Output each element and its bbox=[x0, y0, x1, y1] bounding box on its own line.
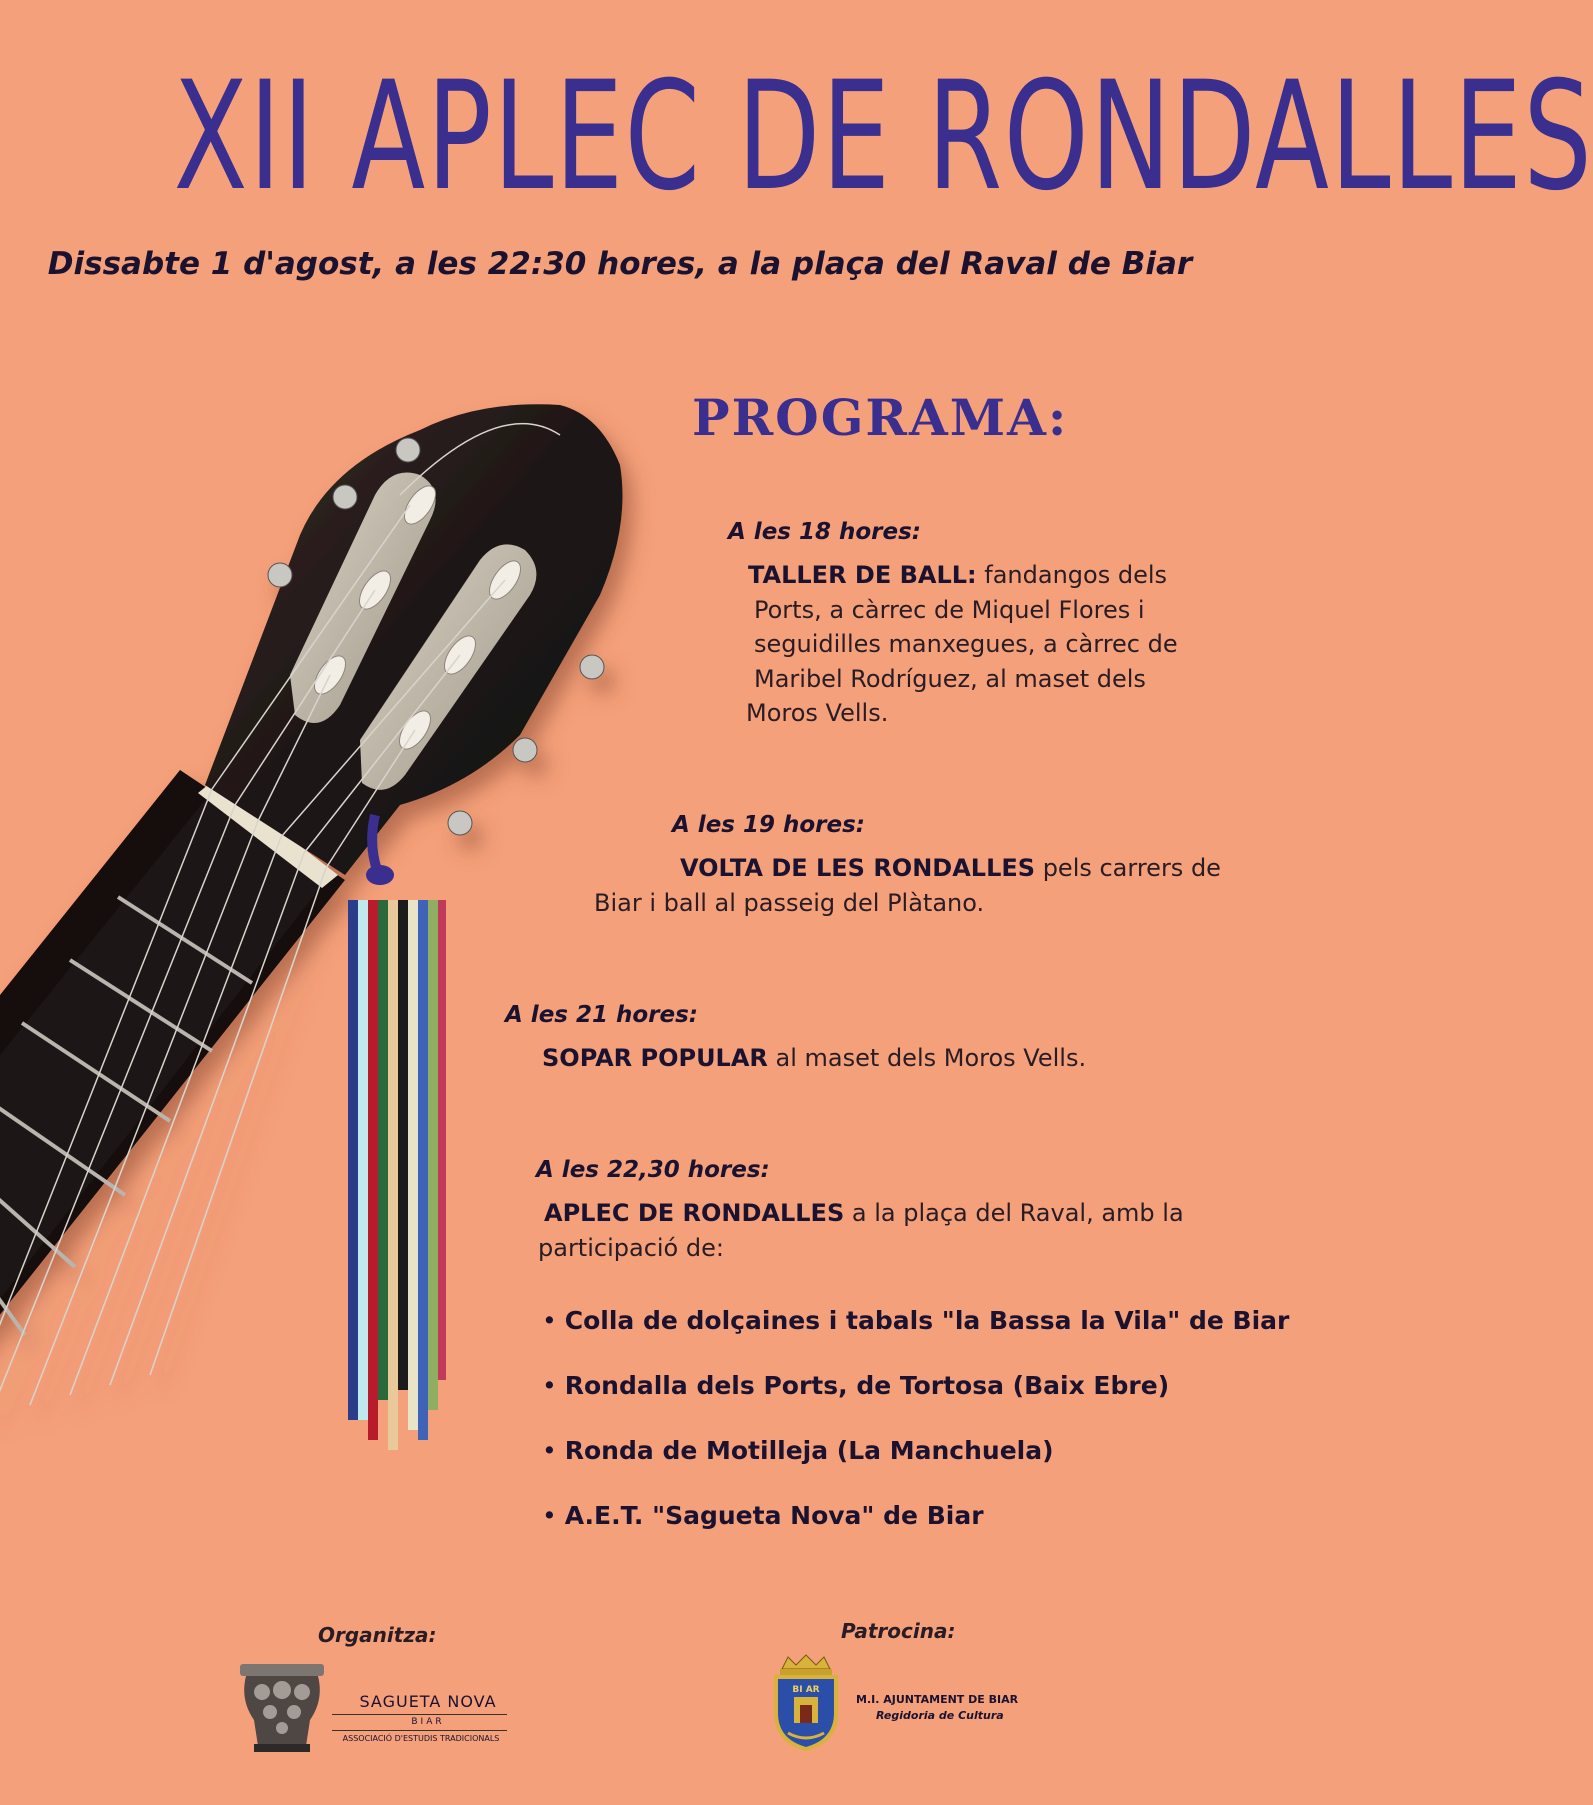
group-item: • Rondalla dels Ports, de Tortosa (Baix Ebre) bbox=[542, 1371, 1170, 1400]
organizer-tagline: ASSOCIACIÓ D'ESTUDIS TRADICIONALS bbox=[342, 1734, 500, 1743]
sponsor-name: M.I. AJUNTAMENT DE BIAR bbox=[856, 1693, 1019, 1706]
event-18-line-1: TALLER DE BALL: fandangos dels bbox=[748, 561, 1168, 589]
group-item: • A.E.T. "Sagueta Nova" de Biar bbox=[542, 1501, 984, 1530]
crest-text: BI AR bbox=[792, 1685, 820, 1695]
organizer-name: SAGUETA NOVA bbox=[359, 1692, 497, 1711]
organizer-place: BIAR bbox=[411, 1717, 445, 1727]
organiza-label: Organitza: bbox=[318, 1623, 437, 1647]
event-19-title: VOLTA DE LES RONDALLES bbox=[680, 854, 1036, 882]
event-18-line-4: Maribel Rodríguez, al maset dels bbox=[754, 665, 1146, 693]
event-19-time: A les 19 hores: bbox=[672, 812, 866, 838]
event-18-time: A les 18 hores: bbox=[728, 519, 922, 545]
event-18-line-2: Ports, a càrrec de Miquel Flores i bbox=[754, 596, 1145, 624]
event-18-title: TALLER DE BALL: bbox=[748, 561, 977, 589]
group-item: • Colla de dolçaines i tabals "la Bassa la Vila" de Biar bbox=[542, 1306, 1290, 1335]
event-18-line-3: seguidilles manxegues, a càrrec de bbox=[754, 630, 1178, 658]
poster-subtitle: Dissabte 1 d'agost, a les 22:30 hores, a la plaça del Raval de Biar bbox=[47, 246, 1193, 282]
event-18-line-5: Moros Vells. bbox=[746, 699, 889, 727]
biar-crest-icon bbox=[766, 1655, 846, 1751]
event-2230-title: APLEC DE RONDALLES bbox=[544, 1199, 845, 1227]
event-21-time: A les 21 hores: bbox=[505, 1002, 699, 1028]
event-19-line-1: VOLTA DE LES RONDALLES pels carrers de bbox=[680, 854, 1221, 882]
event-2230-line-2: participació de: bbox=[538, 1234, 724, 1262]
event-2230-line-1: APLEC DE RONDALLES a la plaça del Raval, amb la bbox=[544, 1199, 1184, 1227]
organizer-divider bbox=[332, 1730, 507, 1731]
event-19-line-2: Biar i ball al passeig del Plàtano. bbox=[594, 889, 985, 917]
capital-sculpture-icon bbox=[236, 1660, 328, 1754]
sponsor-logo bbox=[764, 1655, 1064, 1755]
event-21-line-1: SOPAR POPULAR al maset dels Moros Vells. bbox=[542, 1044, 1087, 1072]
event-2230-time: A les 22,30 hores: bbox=[536, 1157, 770, 1183]
patrocina-label: Patrocina: bbox=[841, 1619, 956, 1643]
programa-heading: PROGRAMA: bbox=[692, 388, 1069, 447]
organizer-divider bbox=[332, 1714, 507, 1715]
organizer-logo bbox=[236, 1660, 511, 1760]
poster-title: XII APLEC DE RONDALLES bbox=[173, 50, 1593, 224]
group-item: • Ronda de Motilleja (La Manchuela) bbox=[542, 1436, 1054, 1465]
sponsor-department: Regidoria de Cultura bbox=[876, 1709, 1004, 1722]
event-21-title: SOPAR POPULAR bbox=[542, 1044, 768, 1072]
